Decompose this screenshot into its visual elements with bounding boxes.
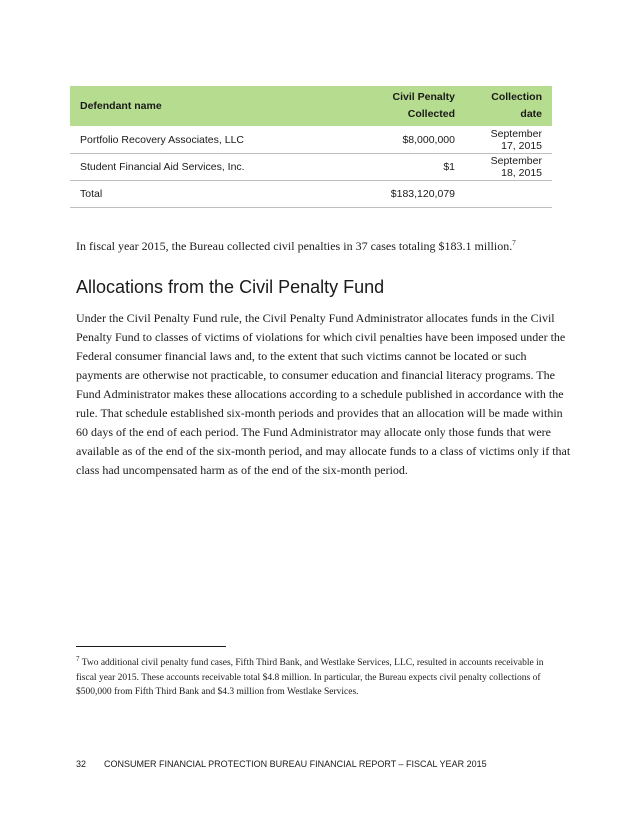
- footer-title: CONSUMER FINANCIAL PROTECTION BUREAU FINANCIAL REPORT – FISCAL YEAR 2015: [104, 759, 487, 769]
- cell-total-label: Total: [70, 181, 340, 208]
- cell-date: September 18, 2015: [465, 154, 552, 181]
- fiscal-year-summary: [76, 237, 576, 256]
- header-collection-date: Collection date: [491, 91, 542, 120]
- footnote-text: Two additional civil penalty fund cases, Fifth Third Bank, and Westlake Services, LLC, resulted in accounts receivable in fiscal year 2015. These accounts receivable total $4.8 million. In particular, the Bureau expects civil penalty collections of $500,000 from Fifth Third Bank and $4.3 million from Westlake Services.: [76, 658, 544, 697]
- cell-amount: $8,000,000: [340, 126, 465, 154]
- header-defendant-name: Defendant name: [80, 99, 162, 112]
- table-row: [70, 154, 552, 181]
- table-header-row: [70, 86, 552, 126]
- footnote: [76, 656, 564, 700]
- section-paragraph: Under the Civil Penalty Fund rule, the Civil Penalty Fund Administrator allocates funds in the Civil Penalty Fund to classes of victims of violations for which civil penalties have been imposed under the Federal consumer financial laws and, to the extent that such victims cannot be located or such payments are otherwise not practicable, to consumer education and financial literacy programs. The Fund Administrator makes these allocations according to a schedule published in accordance with the rule. That schedule established six-month periods and provides that an allocation will be made within 60 days of the end of each period. The Fund Administrator may allocate only those funds that were available as of the end of the six-month period, and may allocate funds to a class of victims only if that class had uncompensated harm as of the end of the six-month period.: [76, 311, 571, 477]
- cell-total-date: [465, 181, 552, 208]
- summary-text: In fiscal year 2015, the Bureau collected civil penalties in 37 cases totaling $183.1 million.: [76, 239, 513, 253]
- civil-penalty-table: [70, 86, 552, 208]
- section-heading: Allocations from the Civil Penalty Fund: [76, 277, 385, 297]
- footnote-number: 7: [76, 654, 80, 663]
- penalties-table: [70, 86, 552, 208]
- header-civil-penalty-collected: [340, 86, 465, 126]
- cell-total-amount: $183,120,079: [340, 181, 465, 208]
- cell-defendant: Student Financial Aid Services, Inc.: [70, 154, 340, 181]
- footnote-reference: 7: [512, 239, 516, 247]
- header-penalty-line2: Collected: [407, 108, 455, 120]
- page-footer: [76, 759, 487, 769]
- header-penalty-line1: Civil Penalty: [392, 91, 455, 103]
- page-number: 32: [76, 759, 87, 769]
- cell-defendant: Portfolio Recovery Associates, LLC: [70, 126, 340, 154]
- table-row: [70, 126, 552, 154]
- footnote-divider: [76, 646, 226, 647]
- table-total-row: [70, 181, 552, 208]
- cell-amount: $1: [340, 154, 465, 181]
- cell-date: September 17, 2015: [465, 126, 552, 154]
